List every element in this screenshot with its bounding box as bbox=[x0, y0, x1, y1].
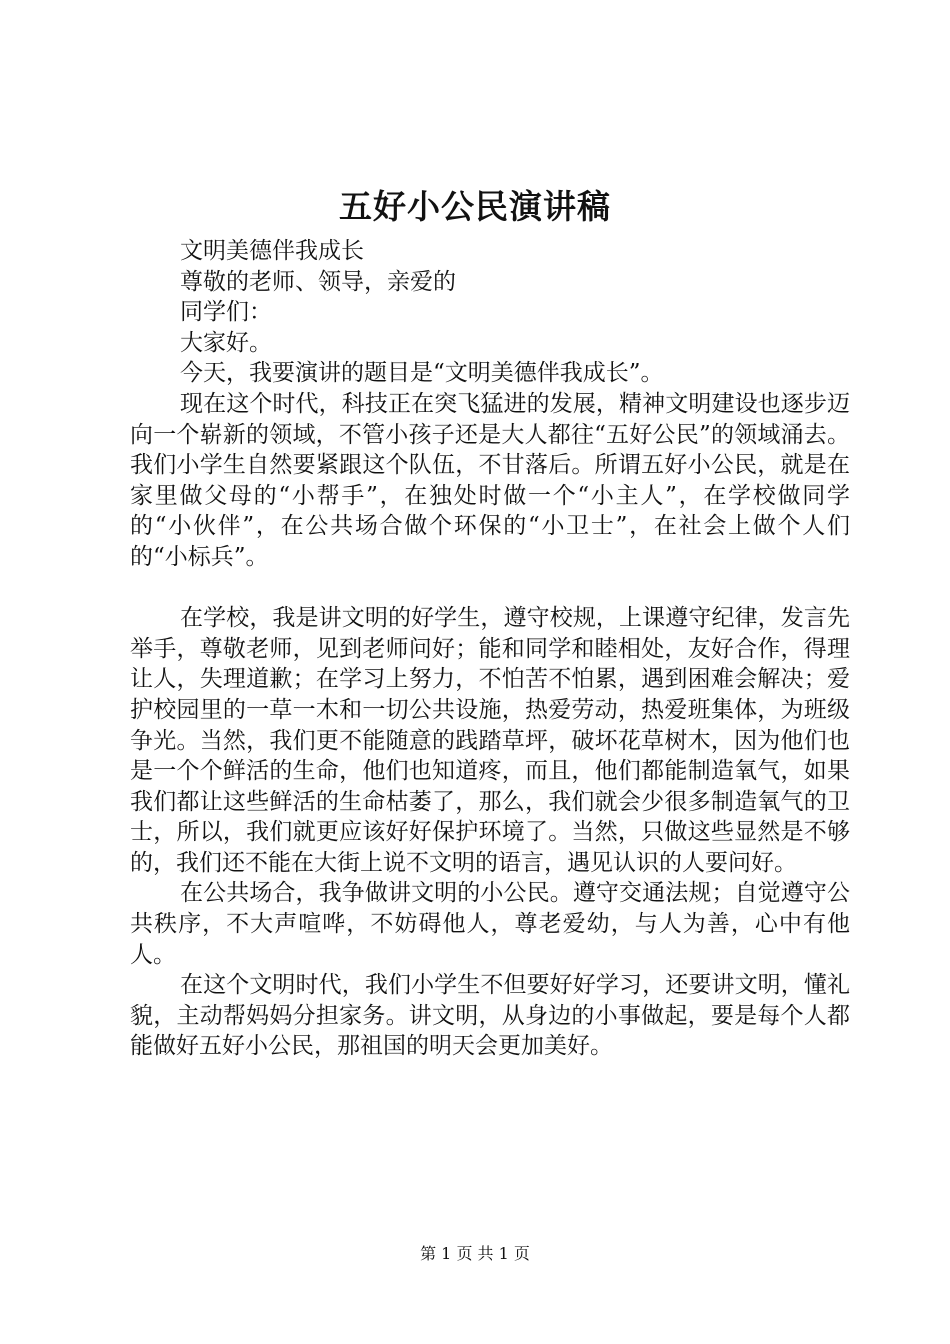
paragraph-era: 现在这个时代，科技正在突飞猛进的发展，精神文明建设也逐步迈向一个崭新的领域，不管小孩子还是大人都往“五好公民”的领域涌去。我们小学生自然要紧跟这个队伍，不甘落后。所谓五好小公民，就是在家里做父母的“小帮手”，在独处时做一个“小主人”，在学校做同学的“小伙伴”，在公共场合做个环保的“小卫士”，在社会上做个人们的“小标兵”。 bbox=[130, 390, 850, 570]
topic-intro: 今天，我要演讲的题目是“文明美德伴我成长”。 bbox=[180, 360, 664, 387]
salutation-line-1: 尊敬的老师、领导，亲爱的 bbox=[180, 268, 456, 295]
paragraph-school: 在学校，我是讲文明的好学生，遵守校规，上课遵守纪律，发言先举手，尊敬老师，见到老师问好；能和同学和睦相处，友好合作，得理让人，失理道歉；在学习上努力，不怕苦不怕累，遇到困难会解决；爱护校园里的一草一木和一切公共设施，热爱劳动，热爱班集体，为班级争光。当然，我们更不能随意的践踏草坪，破坏花草树木，因为他们也是一个个鲜活的生命，他们也知道疼，而且，他们都能制造氧气，如果我们都让这些鲜活的生命枯萎了，那么，我们就会少很多制造氧气的卫士，所以，我们就更应该好好保护环境了。当然，只做这些显然是不够的，我们还不能在大街上说不文明的语言，遇见认识的人要问好。 bbox=[130, 605, 850, 876]
paragraph-public: 在公共场合，我争做讲文明的小公民。遵守交通法规；自觉遵守公共秩序，不大声喧哗，不妨碍他人，尊老爱幼，与人为善，心中有他人。 bbox=[130, 880, 850, 968]
page-number-footer: 第 1 页 共 1 页 bbox=[420, 1244, 530, 1263]
document-title: 五好小公民演讲稿 bbox=[339, 187, 611, 226]
speech-subtitle: 文明美德伴我成长 bbox=[180, 238, 364, 264]
paragraph-conclusion: 在这个文明时代，我们小学生不但要好好学习，还要讲文明，懂礼貌，主动帮妈妈分担家务。讲文明，从身边的小事做起，要是每个人都能做好五好小公民，那祖国的明天会更加美好。 bbox=[130, 972, 850, 1060]
salutation-line-2: 同学们： bbox=[180, 299, 272, 326]
greeting: 大家好。 bbox=[180, 329, 272, 356]
document-body bbox=[130, 236, 850, 1062]
